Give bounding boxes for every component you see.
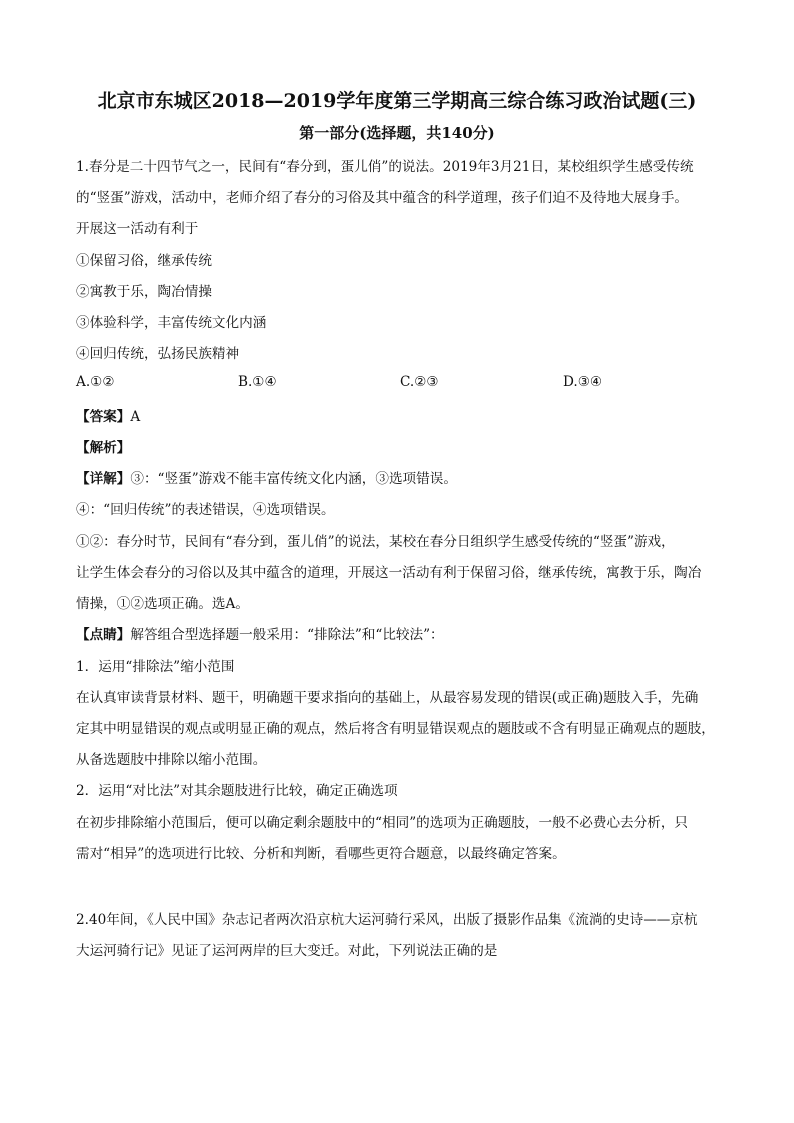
detail-line: ①②：春分时节，民间有“春分到，蛋儿俏”的说法，某校在春分日组织学生感受传统的“竖蛋”游戏，: [76, 534, 675, 550]
detail-line: [76, 467, 457, 487]
section-heading: 第一部分(选择题，共140分): [299, 124, 495, 142]
q1-statement: ②寓教于乐，陶冶情操: [76, 284, 212, 300]
q1-stem-line: 开展这一活动有利于: [76, 221, 199, 237]
q1-option-d: D.③④: [563, 374, 603, 390]
answer-value: A: [130, 409, 141, 425]
tip-line: 需对“相异”的选项进行比较、分析和判断，看哪些更符合题意，以最终确定答案。: [76, 846, 566, 862]
tip-line: 1．运用“排除法”缩小范围: [76, 659, 235, 675]
detail-line: 让学生体会春分的习俗以及其中蕴含的道理，开展这一活动有利于保留习俗，继承传统，寓教于乐，陶冶: [76, 565, 702, 581]
tip-line: 2．运用“对比法”对其余题肢进行比较，确定正确选项: [76, 783, 398, 799]
detail-text: ③：“竖蛋”游戏不能丰富传统文化内涵，③选项错误。: [130, 471, 457, 487]
analysis-label: 【解析】: [76, 440, 131, 456]
q1-statement: ④回归传统，弘扬民族精神: [76, 346, 240, 362]
detail-line: ④：“回归传统”的表述错误，④选项错误。: [76, 502, 335, 518]
q1-answer: [76, 405, 140, 425]
document-title: 北京市东城区2018—2019学年度第三学期高三综合练习政治试题(三): [97, 90, 697, 112]
q1-stem-line: 的“竖蛋”游戏，活动中，老师介绍了春分的习俗及其中蕴含的科学道理，孩子们迫不及待地大展身手。: [76, 190, 689, 206]
tip-line: 定其中明显错误的观点或明显正确的观点，然后将含有明显错误观点的题肢或不含有明显正确观点的题肢，: [76, 721, 715, 737]
tip-line: 在初步排除缩小范围后，便可以确定剩余题肢中的“相同”的选项为正确题肢，一般不必费心去分析，只: [76, 815, 689, 831]
tip-line: [76, 623, 444, 643]
q1-statement: ③体验科学，丰富传统文化内涵: [76, 315, 267, 331]
tip-line: 从备选题肢中排除以缩小范围。: [76, 752, 267, 768]
q1-option-b: B.①④: [238, 374, 277, 390]
detail-line: 情操，①②选项正确。选A。: [76, 596, 249, 612]
q2-stem-line: 2.40年间，《人民中国》杂志记者两次沿京杭大运河骑行采风，出版了摄影作品集《流淌的史诗——京杭: [76, 912, 698, 928]
tip-intro: 解答组合型选择题一般采用：“排除法”和“比较法”：: [130, 627, 444, 643]
q1-statement: ①保留习俗，继承传统: [76, 253, 212, 269]
detail-label: 【详解】: [76, 471, 131, 487]
q1-option-c: C.②③: [400, 374, 439, 390]
tip-label: 【点睛】: [76, 627, 131, 643]
q2-stem-line: 大运河骑行记》见证了运河两岸的巨大变迁。对此，下列说法正确的是: [76, 943, 498, 959]
q1-option-a: A.①②: [76, 374, 115, 390]
q1-stem-line: 1.春分是二十四节气之一，民间有“春分到，蛋儿俏”的说法。2019年3月21日，某校组织学生感受传统: [76, 159, 694, 175]
answer-label: 【答案】: [76, 409, 131, 425]
tip-line: 在认真审读背景材料、题干，明确题干要求指向的基础上，从最容易发现的错误(或正确)题肢入手，先确: [76, 690, 699, 706]
